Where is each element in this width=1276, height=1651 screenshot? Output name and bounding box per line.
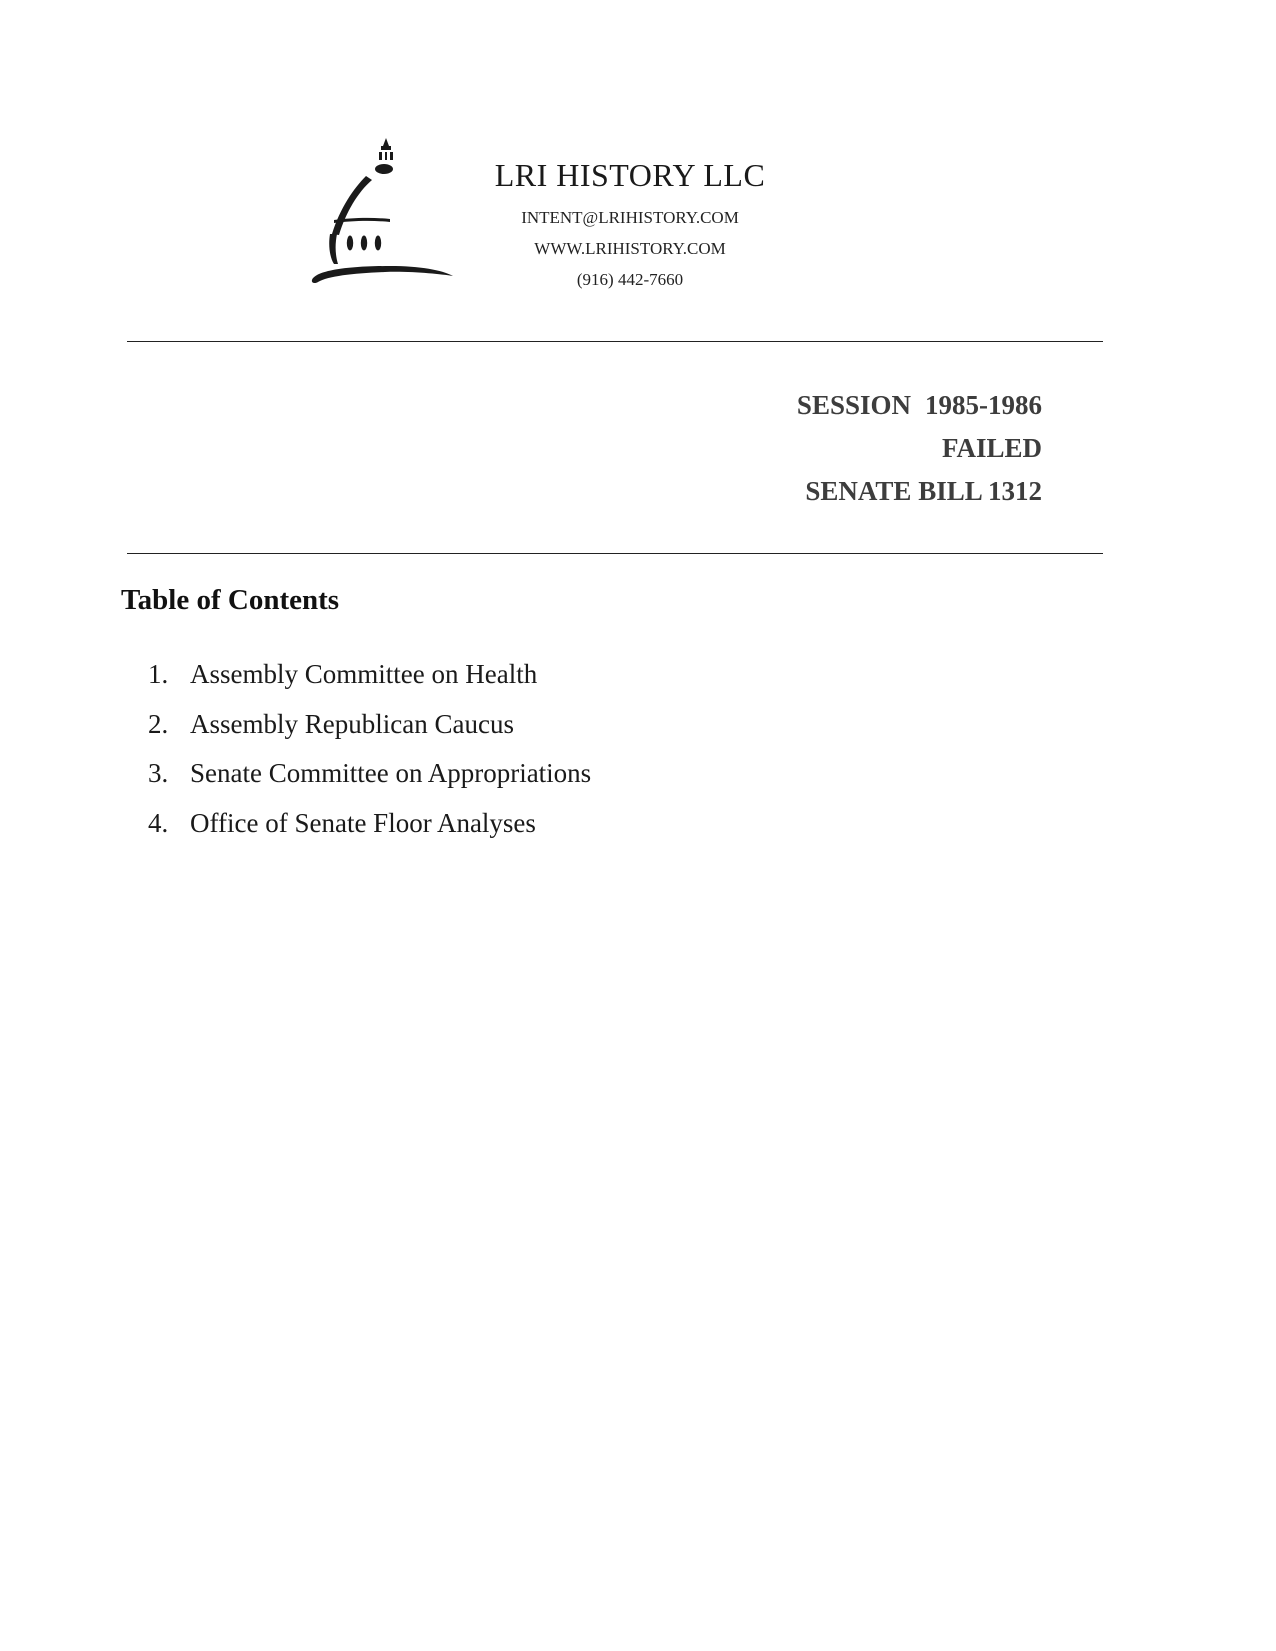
toc-item-number: 1. [148, 659, 169, 689]
top-divider [127, 341, 1103, 342]
toc-item [148, 650, 591, 700]
company-name: LRI HISTORY LLC [494, 157, 766, 193]
toc-item [148, 700, 591, 750]
toc-item-number: 3. [148, 758, 169, 788]
toc-item-label: Assembly Republican Caucus [190, 708, 514, 739]
toc-item [148, 749, 591, 799]
toc-item-label: Senate Committee on Appropriations [190, 758, 592, 788]
company-phone: (916) 442-7660 [576, 270, 684, 290]
session-years: 1985-1986 [925, 390, 1042, 420]
bill-info [797, 384, 1042, 513]
session-line [797, 384, 1042, 427]
toc-item-number: 4. [148, 807, 169, 838]
bill-status: FAILED [941, 433, 1042, 463]
toc-item-number: 2. [148, 708, 169, 739]
company-website: WWW.LRIHISTORY.COM [534, 239, 726, 259]
toc-item-label: Office of Senate Floor Analyses [190, 807, 536, 838]
bill-name: SENATE BILL 1312 [805, 476, 1042, 506]
toc-item-label: Assembly Committee on Health [190, 659, 538, 689]
bottom-divider [127, 553, 1103, 554]
toc-title: Table of Contents [121, 584, 340, 616]
session-label: SESSION [796, 390, 911, 420]
toc-item [148, 799, 591, 849]
company-info [430, 156, 830, 295]
toc-list [148, 650, 591, 848]
company-email: INTENT@LRIHISTORY.COM [521, 208, 739, 228]
